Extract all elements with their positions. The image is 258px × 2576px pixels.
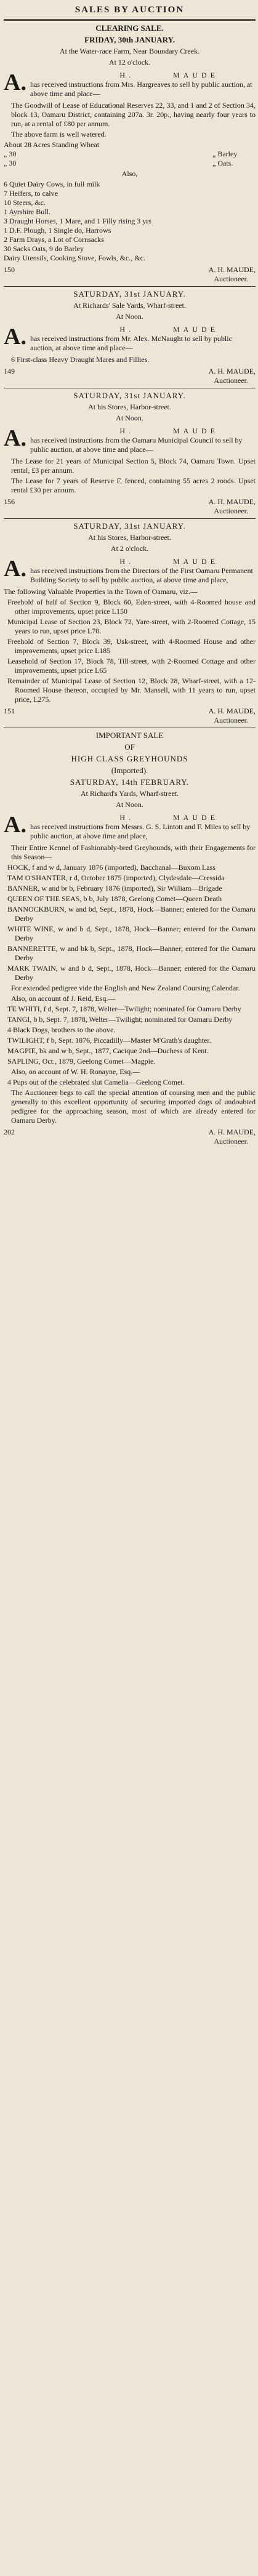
ad-municipal-lease	[4, 391, 256, 516]
list-item: 1 Ayrshire Bull.	[4, 207, 50, 216]
greyhound-entry: TAM O'SHANTER, r d, October 1875 (imported), Clydesdale—Cressida	[7, 873, 225, 882]
ad-draught-mares	[4, 289, 256, 385]
ad-date: SATURDAY, 14th FEBRUARY.	[70, 777, 190, 787]
property-item: Leasehold of Section 17, Block 78, Till-street, with 2-Roomed Cottage and other improvements, upset price L65	[7, 657, 256, 675]
para: Also, on account of J. Reid, Esq.—	[11, 994, 116, 1003]
signer-role: Auctioneer.	[214, 507, 248, 515]
drop-cap: A.	[4, 812, 26, 838]
list-item: 2 Farm Drays, a Lot of Cornsacks	[4, 235, 104, 244]
ad-number: 156	[4, 497, 15, 506]
auctioneer-name: H. MAUDE	[119, 325, 219, 334]
greyhound-entry: TWILIGHT, f b, Sept. 1876, Piccadilly—Master M'Grath's daughter.	[7, 1036, 211, 1045]
divider	[4, 518, 256, 519]
greyhound-entry: TE WHITI, f d, Sept. 7, 1878, Welter—Twilight; nominated for Oamaru Derby	[7, 1005, 241, 1013]
property-item: Freehold of Section 7, Block 39, Usk-street, with 4-Roomed House and other improvements, upset price L185	[7, 637, 256, 655]
para: For extended pedigree vide the English and New Zealand Coursing Calendar.	[11, 984, 240, 992]
auctioneer-name: H. MAUDE	[119, 557, 219, 566]
auctioneer-name: H. MAUDE	[119, 71, 219, 79]
property-item: Remainder of Municipal Lease of Section 12, Block 28, Wharf-street, with a 12-Roomed House thereon, occupied by Mr. Mansell, with 11 years to run, upset price, L275.	[7, 676, 256, 704]
greyhound-entry: WHITE WINE, w and b d, Sept., 1878, Hock—Banner; entered for the Oamaru Derby	[7, 925, 256, 942]
signature	[4, 497, 256, 516]
ad-date: SATURDAY, 31st JANUARY.	[73, 391, 186, 400]
auctioneer-name: H. MAUDE	[119, 813, 219, 822]
drop-cap: A.	[4, 556, 26, 582]
ad-time: At Noon.	[116, 312, 143, 321]
greyhound-entry: BANNER, w and br b, February 1876 (imported), Sir William—Brigade	[7, 884, 222, 893]
ad-number: 202	[4, 1128, 15, 1136]
ad-time: At 2 o'clock.	[110, 544, 149, 553]
column-header: SALES BY AUCTION	[75, 5, 185, 15]
para: The following Valuable Properties in the Town of Oamaru, viz.—	[4, 587, 198, 596]
ad-title: IMPORTANT SALE	[95, 731, 164, 740]
signer: A. H. MAUDE,	[208, 265, 256, 274]
property-item: Municipal Lease of Section 23, Block 72, Yare-street, with 2-Roomed Cottage, 15 years to run, upset price L70.	[7, 617, 256, 635]
ad-place: At his Stores, Harbor-street.	[88, 533, 171, 542]
para: The Goodwill of Lease of Educational Reserves 22, 33, and 1 and 2 of Section 34, block 13, Oamaru District, containing 207a. 3r. 20p., having nearly four years to run, at a rental of £80 per annum.	[11, 101, 256, 128]
ad-greyhounds	[4, 731, 256, 1146]
greyhound-entry: 4 Pups out of the celebrated slut Camelia—Geelong Comet.	[7, 1078, 185, 1086]
list-item: Dairy Utensils, Cooking Stove, Fowls, &c., &c.	[4, 254, 145, 262]
ad-intro	[4, 325, 256, 353]
intro-text: has received instructions from Mrs. Hargreaves to sell by public auction, at above time and place—	[30, 80, 252, 98]
greyhound-entry: HOCK, f and w d, January 1876 (imported), Bacchanal—Buxom Lass	[7, 863, 216, 872]
para: The Lease for 21 years of Municipal Section 5, Block 74, Oamaru Town. Upset rental, £3 per annum.	[11, 457, 256, 475]
greyhound-entry: BANNERETTE, w and bk b, Sept., 1878, Hock—Banner; entered for the Oamaru Derby	[7, 944, 256, 962]
greyhound-entry: QUEEN OF THE SEAS, b b, July 1878, Geelong Comet—Queen Death	[7, 894, 222, 903]
ad-clearing-sale	[4, 23, 256, 284]
list-item: 6 Quiet Dairy Cows, in full milk	[4, 180, 100, 188]
ad-time: At Noon.	[116, 414, 143, 422]
signer-role: Auctioneer.	[214, 716, 248, 724]
list-item: 3 Draught Horses, 1 Mare, and 1 Filly rising 3 yrs	[4, 217, 151, 225]
signature	[4, 367, 256, 385]
greyhound-entry: 4 Black Dogs, brothers to the above.	[7, 1025, 116, 1034]
ad-number: 151	[4, 707, 15, 715]
signer-role: Auctioneer.	[214, 376, 248, 385]
signer-role: Auctioneer.	[214, 1137, 248, 1146]
signer: A. H. MAUDE,	[208, 1128, 256, 1136]
property-item: Freehold of half of Section 9, Block 60, Eden-street, with 4-Roomed house and other improvements, upset price L150	[7, 598, 256, 616]
para: Their Entire Kennel of Fashionably-bred Greyhounds, with their Engagements for this Season—	[11, 843, 256, 861]
ad-title: CLEARING SALE.	[95, 23, 164, 33]
list-item: About 28 Acres Standing Wheat	[4, 140, 100, 149]
list-item: „ 30 „ Barley	[4, 150, 238, 158]
signer: A. H. MAUDE,	[208, 497, 256, 506]
ad-date: SATURDAY, 31st JANUARY.	[73, 289, 186, 299]
greyhound-entry: BANNOCKBURN, w and bd, Sept., 1878, Hock—Banner; entered for the Oamaru Derby	[7, 905, 256, 923]
divider	[4, 286, 256, 287]
ad-date: SATURDAY, 31st JANUARY.	[73, 521, 186, 531]
ad-date: FRIDAY, 30th JANUARY.	[84, 35, 175, 44]
ad-intro	[4, 813, 256, 841]
ad-intro	[4, 557, 256, 585]
list-item: Also,	[121, 169, 138, 178]
greyhound-entry: SAPLING, Oct., 1879, Geelong Comet—Magpie.	[7, 1057, 156, 1065]
ad-subtitle: HIGH CLASS GREYHOUNDS	[71, 754, 188, 763]
ad-intro	[4, 71, 256, 98]
signature	[4, 1128, 256, 1146]
ad-number: 149	[4, 367, 15, 375]
ad-building-society	[4, 521, 256, 725]
intro-text: has received instructions from the Oamaru Municipal Council to sell by public auction, at above time and place—	[30, 436, 243, 454]
para: The Lease for 7 years of Reserve F, fenced, containing 55 acres 2 roods. Upset rental £30 per annum.	[11, 476, 256, 494]
para: Also, on account of W. H. Ronayne, Esq.—	[11, 1067, 140, 1076]
ad-time: At Noon.	[116, 800, 143, 809]
ad-subtitle: (Imported).	[111, 766, 148, 775]
list-item: 1 D.F. Plough, 1 Single do, Harrows	[4, 226, 111, 235]
auctioneer-name: H. MAUDE	[119, 427, 219, 435]
ad-place: At Richard's Yards, Wharf-street.	[80, 789, 179, 798]
list-item: „ 30 „ Oats.	[4, 159, 233, 167]
signature	[4, 707, 256, 725]
drop-cap: A.	[4, 425, 26, 451]
ad-subtitle: OF	[124, 742, 135, 752]
drop-cap: A.	[4, 324, 26, 350]
signer: A. H. MAUDE,	[208, 707, 256, 715]
intro-text: has received instructions from the Directors of the First Oamaru Permanent Building Society to sell by public auction, at above time and place,	[30, 566, 253, 584]
para: The Auctioneer begs to call the special attention of coursing men and the public generally to this excellent opportunity of securing imported dogs of undoubted pedigree for the approaching season, most of which are already entered for Oamaru Derby.	[11, 1088, 256, 1125]
ad-time: At 12 o'clock.	[108, 58, 151, 66]
ad-place: At the Water-race Farm, Near Boundary Creek.	[59, 47, 200, 55]
intro-text: has received instructions from Messrs. G. S. Lintott and F. Miles to sell by public auction, at above time and place,	[30, 822, 251, 840]
greyhound-entry: MAGPIE, bk and w b, Sept., 1877, Cacique 2nd—Duchess of Kent.	[7, 1046, 209, 1055]
list-item: 7 Heifers, to calve	[4, 189, 58, 198]
auction-column	[4, 0, 256, 1146]
ad-place: At Richards' Sale Yards, Wharf-street.	[73, 301, 186, 310]
drop-cap: A.	[4, 70, 26, 95]
header-rule	[4, 19, 256, 21]
ad-number: 150	[4, 265, 15, 274]
greyhound-entry: TANGI, b b, Sept. 7, 1878, Welter—Twilight; nominated for Oamaru Derby	[7, 1015, 233, 1024]
list-item: 30 Sacks Oats, 9 do Barley	[4, 244, 84, 253]
para: The above farm is well watered.	[11, 130, 107, 138]
signature	[4, 265, 256, 284]
signer-role: Auctioneer.	[214, 275, 248, 283]
ad-intro	[4, 427, 256, 454]
intro-text: has received instructions from Mr. Alex. McNaught to sell by public auction, at above time and place—	[30, 334, 232, 352]
list-item: 10 Steers, &c.	[4, 198, 46, 207]
greyhound-entry: MARK TWAIN, w and b d, Sept., 1878, Hock—Banner; entered for the Oamaru Derby	[7, 964, 256, 982]
ad-place: At his Stores, Harbor-street.	[88, 403, 171, 411]
signer: A. H. MAUDE,	[208, 367, 256, 375]
para: 6 First-class Heavy Draught Mares and Fillies.	[11, 355, 150, 364]
